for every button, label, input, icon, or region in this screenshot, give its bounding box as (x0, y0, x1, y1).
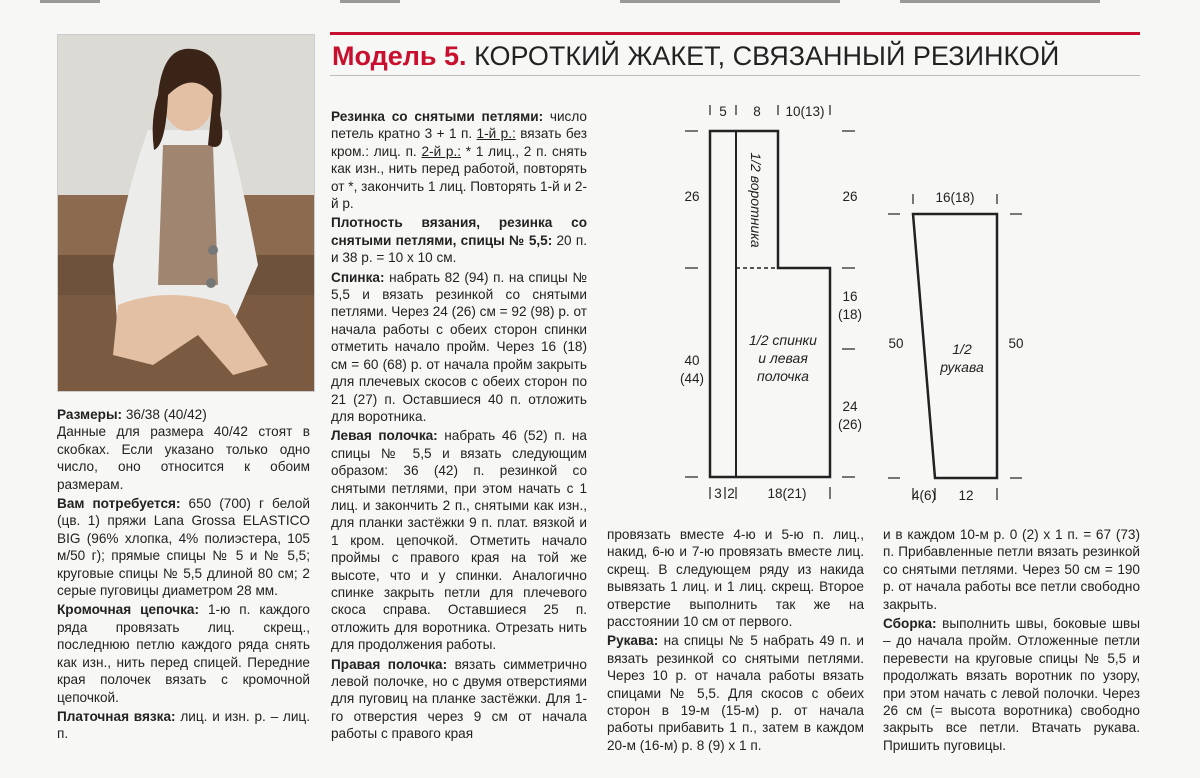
schematic-back-front (600, 95, 870, 515)
rib-label: Резинка со снятыми петлями: (331, 109, 544, 124)
dim-left-26: 26 (684, 189, 700, 204)
gauge-text: 20 п. и 38 р. = 10 х 10 см. (331, 232, 587, 266)
dim-bottom-2: 2 (727, 486, 735, 501)
previous-page-strip (0, 0, 1200, 6)
back-label: Спинка: (331, 269, 385, 285)
body-label-1: 1/2 спинки (749, 332, 817, 348)
body-label-2: и левая (758, 350, 808, 366)
sleeves-text: на спицы № 5 набрать 49 п. и вязать резинкой со снятыми петлями. Через 10 р. от начала работы вязать спицами № 5,5. Для скосов с обеих сторон в 19-м (15-м) р. от начала работы прибавить 1 п., затем в каждом 20-м (16-м) р. 8 (9) х 1 п. (607, 633, 864, 753)
body-label-3: полочка (757, 368, 809, 384)
dim-right-16: 16 (842, 289, 858, 304)
model-number: Модель 5. (332, 41, 467, 71)
page-title (332, 40, 1059, 72)
gauge-label: Плотность вязания, резинка со снятыми петлями, спицы № 5,5: (331, 215, 587, 248)
dim-right-24: 24 (842, 399, 858, 414)
row-2-label: 2-й р.: (421, 143, 462, 159)
dim-left-40: 40 (684, 353, 700, 368)
header-underline (330, 75, 1140, 76)
assembly-label: Сборка: (883, 616, 937, 632)
garter-text: лиц. и изн. р. – лиц. п. (57, 708, 310, 742)
column-1 (57, 406, 310, 743)
dim-right-26: 26 (842, 189, 858, 204)
back-text: набрать 82 (94) п. на спицы № 5,5 и вязать резинкой со снятыми петлями. Через 24 (26) см = 92 (98) р. от начала работы с обеих сторон спинки отметить начало пройм. Через 16 (18) см = 60 (68) р. от начала пройм закрыть для плечевых скосов с обеих сторон по 21 (27) п. Оставшиеся 40 п. отложить для воротника. (331, 269, 587, 424)
dim-bottom-18-21: 18(21) (767, 486, 807, 501)
model-photo (57, 34, 315, 392)
left-front-label: Левая полочка: (331, 428, 438, 444)
dim-right-18: (18) (837, 307, 863, 322)
sizes-value: 36/38 (40/42) (122, 407, 207, 422)
sleeves-continued-text: и в каждом 10-м р. 0 (2) х 1 п. = 67 (73) п. Прибавленные петли вязать резинкой со снятыми петлями. Через 50 см = 190 р. от начала работы все петли свободно закрыть. (883, 527, 1140, 612)
sizes-label: Размеры: (57, 407, 123, 422)
schematic-sleeve (870, 180, 1040, 515)
dim-bottom-3: 3 (714, 486, 722, 501)
rib-text-2: вязать без кром.: лиц. п. (331, 126, 587, 159)
rib-text-3: * 1 лиц., 2 п. снять как изн., нить перед работой, повторять от *, закончить 1 лиц. Повторять 1-й и 2-й р. (331, 143, 587, 212)
sleeve-label-2: рукава (940, 359, 984, 375)
sizes-text: Данные для размера 40/42 стоят в скобках. Если указано только одно число, оно относится к обоим размерам. (57, 424, 310, 492)
sleeve-label-1: 1/2 (952, 341, 972, 357)
column-2 (331, 108, 587, 743)
sleeve-dim-left: 50 (888, 336, 904, 351)
edge-label: Кромочная цепочка: (57, 602, 200, 618)
right-front-label: Правая полочка: (331, 656, 448, 672)
sleeve-dim-top: 16(18) (935, 190, 975, 205)
right-front-text: вязать симметрично левой полочке, но с двумя отверстиями для пуговиц на планке застёжки. Для 1-го отверстия через 9 см от начала работы с правого края (331, 656, 587, 742)
dim-left-44: (44) (679, 371, 705, 386)
materials-text: 650 (700) г белой (цв. 1) пряжи Lana Grossa ELASTICO BIG (96% хлопка, 4% полиэстера, 105 м/50 г); прямые спицы № 5 и № 5,5; круговые спицы № 5,5 длиной 80 см; 2 серые пуговицы диаметром 28 мм. (57, 496, 310, 599)
dim-top-10-13: 10(13) (785, 104, 825, 119)
sleeve-dim-right: 50 (1008, 336, 1024, 351)
edge-text: 1-ю п. каждого ряда провязать лиц. скрещ., последнюю петлю каждого ряда снять как изн., нить перед спицей. Передние края полочек вязать с кромочной цепочкой. (57, 602, 310, 705)
model-title: КОРОТКИЙ ЖАКЕТ, СВЯЗАННЫЙ РЕЗИНКОЙ (474, 41, 1060, 71)
header-rule (330, 32, 1140, 35)
buttonhole-text: провязать вместе 4-ю и 5-ю п. лиц., накид, 6-ю и 7-ю провязать вместе лиц. скрещ. В следующем ряду из накида вывязать 1 лиц. и 1 лиц. скрещ. Второе отверстие выполнить так же на расстоянии 10 см от первого. (607, 527, 864, 630)
materials-label: Вам потребуется: (57, 496, 181, 512)
garter-label: Платочная вязка: (57, 708, 176, 724)
column-3 (607, 526, 864, 754)
sleeve-dim-bottom-right: 12 (958, 488, 974, 503)
rib-text: число петель кратно 3 + 1 п. (331, 109, 587, 142)
dim-top-8: 8 (753, 104, 761, 119)
left-front-text: набрать 46 (52) п. на спицы № 5,5 и вязать следующим образом: 36 (42) п. резинкой со снятыми петлями, при этом начать с 1 лиц. и закончить 2 п., снятыми как изн., для планки застёжки 9 п. плат. вязкой и 1 кром. цепочкой. Отметить начало проймы с правого края на той же высоте, что и у спинки. Аналогично спинке закрыть петли для плечевого скоса справа. Оставшиеся 25 п. отложить для воротника. Отрезать нить для продолжения работы. (331, 428, 587, 653)
collar-label: 1/2 воротника (748, 152, 764, 248)
sleeve-dim-bottom-left: 4(6) (911, 488, 937, 503)
row-1-label: 1-й р.: (476, 126, 516, 142)
sleeves-label: Рукава: (607, 633, 659, 649)
dim-right-26b: (26) (837, 417, 863, 432)
dim-top-5: 5 (719, 104, 727, 119)
assembly-text: выполнить швы, боковые швы – до начала пройм. Отложенные петли перевести на круговые спицы № 5,5 и продолжать вязать воротник по узору, при этом начать с левой полочки. Через 26 см (= высота воротника) свободно закрыть все петли. Втачать рукава. Пришить пуговицы. (883, 616, 1140, 753)
column-4 (883, 526, 1140, 754)
